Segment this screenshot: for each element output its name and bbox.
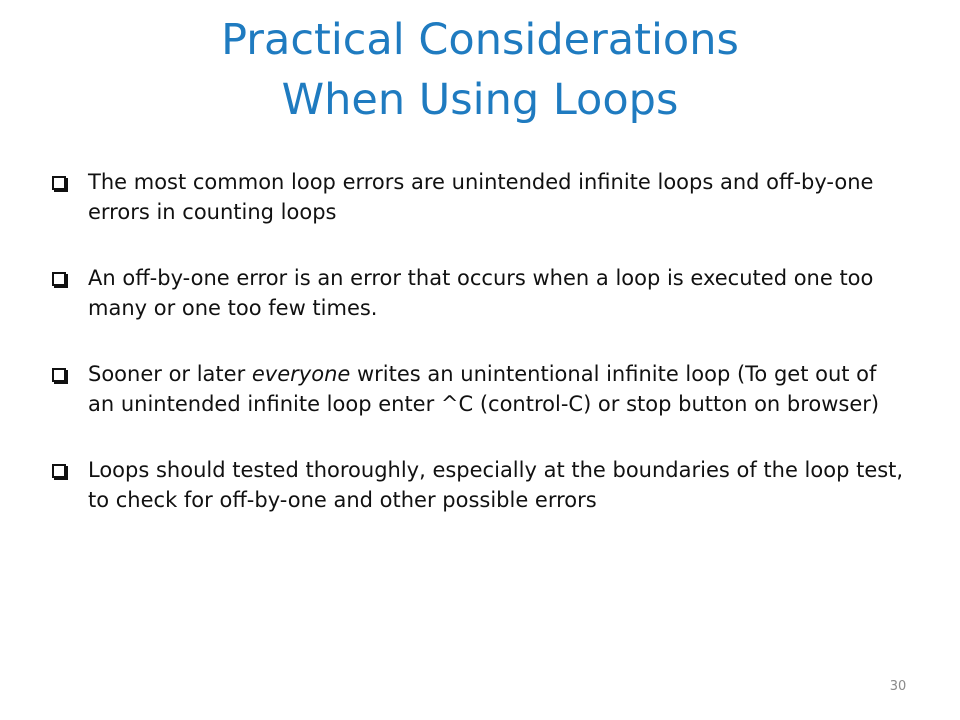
slide-title-line-1: Practical Considerations — [221, 15, 739, 65]
bullet-text: Loops should tested thoroughly, especially at the boundaries of the loop test, to check for off-by-one and other possible errors — [88, 458, 904, 512]
bullet-item — [78, 455, 908, 515]
bullet-text: The most common loop errors are unintended infinite loops and off-by-one errors in counting loops — [88, 170, 874, 224]
checkbox-square-icon — [52, 464, 66, 478]
bullet-item — [78, 167, 908, 227]
checkbox-square-icon — [52, 272, 66, 286]
checkbox-square-icon — [52, 176, 66, 190]
page-number: 30 — [889, 679, 907, 694]
slide-title — [0, 10, 960, 130]
bullet-list — [78, 167, 908, 551]
bullet-text-part: writes an unintentional infinite loop (To get out of an unintended infinite loop enter ^C (control-C) or stop button on browser) — [88, 362, 880, 416]
bullet-item — [78, 263, 908, 323]
checkbox-square-icon — [52, 368, 66, 382]
bullet-text — [88, 359, 908, 419]
slide-title-line-2: When Using Loops — [281, 75, 679, 125]
bullet-text-part: Sooner or later — [88, 362, 252, 386]
bullet-text: An off-by-one error is an error that occurs when a loop is executed one too many or one too few times. — [88, 266, 874, 320]
bullet-emphasis: everyone — [251, 362, 351, 386]
bullet-item — [78, 359, 908, 419]
